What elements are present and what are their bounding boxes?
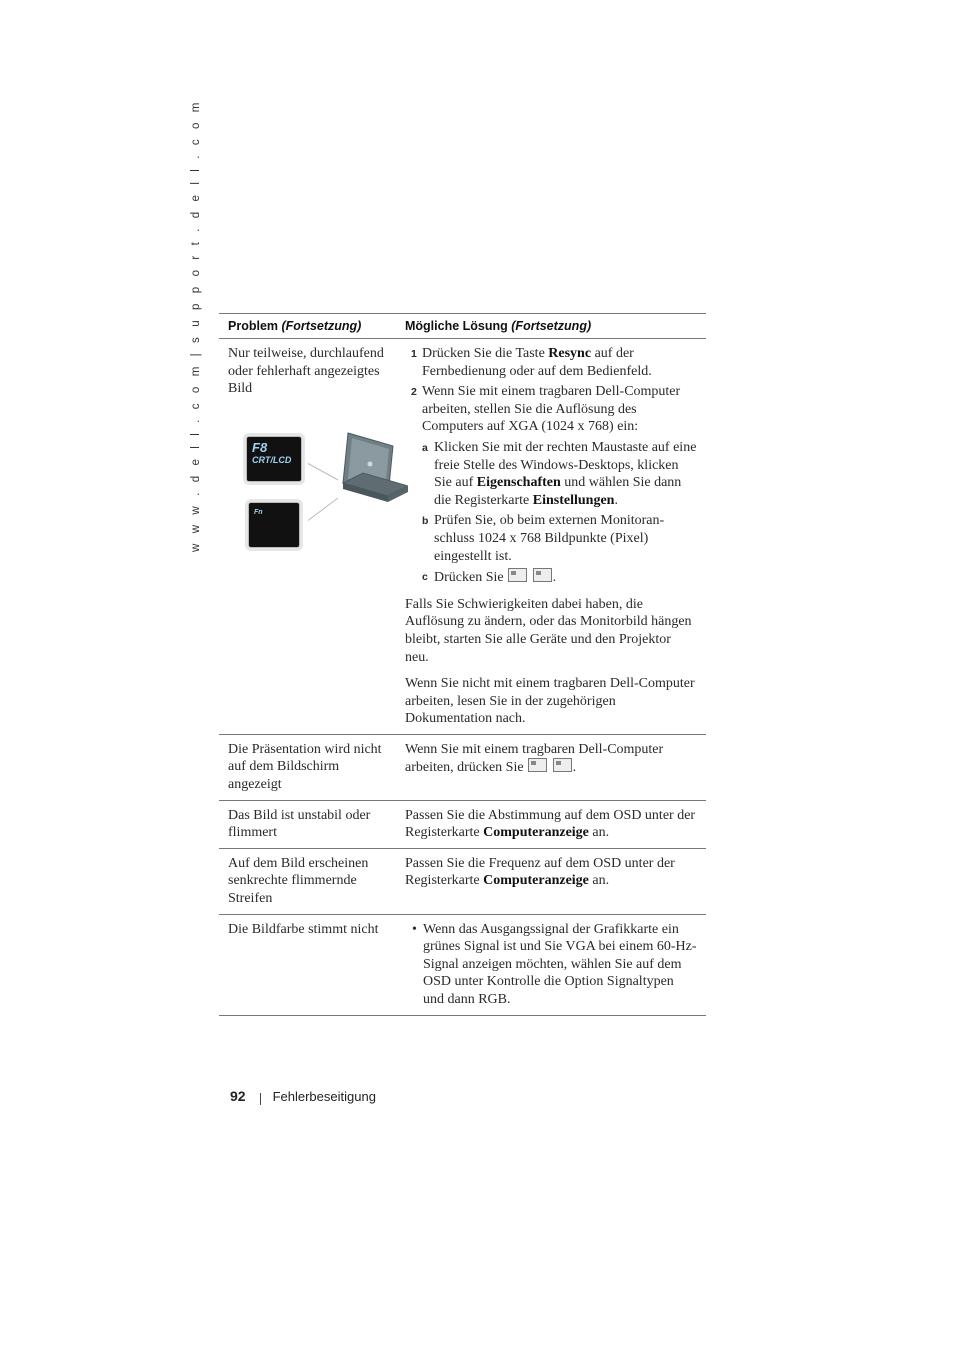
fn-key-icon: Fn (248, 502, 300, 548)
laptop-icon (308, 428, 408, 528)
problem-cell: Das Bild ist unstabil oder flimmert (219, 800, 396, 848)
f8-key-icon: F8 CRT/LCD (246, 436, 302, 482)
f8-key-icon (533, 568, 552, 582)
solution-cell: Wenn Sie mit einem tragbaren Dell-Computer arbeiten, drücken Sie . (396, 734, 706, 800)
page-footer (230, 1088, 376, 1105)
header-solution: Mögliche Lösung (Fortsetzung) (396, 314, 706, 339)
non-portable-note: Wenn Sie nicht mit einem tragbaren Dell-Computer arbeiten, lesen Sie in der zugehörigen Dokumentation nach. (405, 676, 695, 727)
solution-cell (396, 339, 706, 735)
problem-cell: Die Bildfarbe stimmt nicht (219, 914, 396, 1015)
header-problem: Problem (Fortsetzung) (219, 314, 396, 339)
table-row (219, 339, 706, 735)
table-row (219, 800, 706, 848)
problem-cell: Die Präsentation wird nicht auf dem Bildschirm angezeigt (219, 734, 396, 800)
footer-divider (260, 1093, 261, 1105)
step-2c: c Drücken Sie . (422, 570, 557, 586)
section-title: Fehlerbeseitigung (272, 1089, 376, 1104)
table-row (219, 848, 706, 914)
table-header-row (219, 314, 706, 339)
problem-cell (219, 339, 396, 735)
solution-cell (396, 914, 706, 1015)
restart-note: Falls Sie Schwierigkeiten dabei haben, die Auflösung zu ändern, oder das Monitorbild hängen bleibt, starten Sie alle Geräte und den Projektor neu. (405, 596, 692, 665)
fn-key-icon (528, 758, 547, 772)
problem-text: Nur teilweise, durchlaufend oder fehlerhaft angezeigtes Bild (228, 346, 384, 397)
step-2b: b Prüfen Sie, ob beim externen Monitoran-schluss 1024 x 768 Bildpunkte (Pixel) eingestellt ist. (422, 513, 665, 564)
solution-cell: Passen Sie die Abstimmung auf dem OSD unter der Registerkarte Computeranzeige an. (396, 800, 706, 848)
list-item: • Wenn das Ausgangssignal der Grafikkarte ein grünes Signal ist und Sie VGA bei einem 60-Hz-Signal anzeigen möchten, wählen Sie auf dem OSD unter Kontrolle die Option Signaltypen und dann RGB. (412, 921, 697, 1007)
step-2a: a Klicken Sie mit der rechten Maustaste auf eine freie Stelle des Windows-Desktops, klicken Sie auf Eigenschaften und wählen Sie dann die Registerkarte Einstellungen. (422, 439, 697, 508)
key-illustration (228, 428, 398, 560)
troubleshooting-table (219, 313, 706, 1016)
table-row (219, 734, 706, 800)
f8-key-icon (553, 758, 572, 772)
solution-cell: Passen Sie die Frequenz auf dem OSD unter der Registerkarte Computeranzeige an. (396, 848, 706, 914)
table-row (219, 914, 706, 1015)
fn-key-icon (508, 568, 527, 582)
step-1: 1 Drücken Sie die Taste Resync auf der Fernbedienung oder auf dem Bedienfeld. (411, 346, 652, 379)
problem-cell: Auf dem Bild erscheinen senkrechte flimmernde Streifen (219, 848, 396, 914)
page-number: 92 (230, 1088, 246, 1104)
sidebar-url: w w w . d e l l . c o m | s u p p o r t . d e l l . c o m (190, 99, 202, 552)
step-2: 2 Wenn Sie mit einem tragbaren Dell-Computer arbeiten, stellen Sie die Auflösung des Computers auf XGA (1024 x 768) ein: (411, 384, 681, 435)
